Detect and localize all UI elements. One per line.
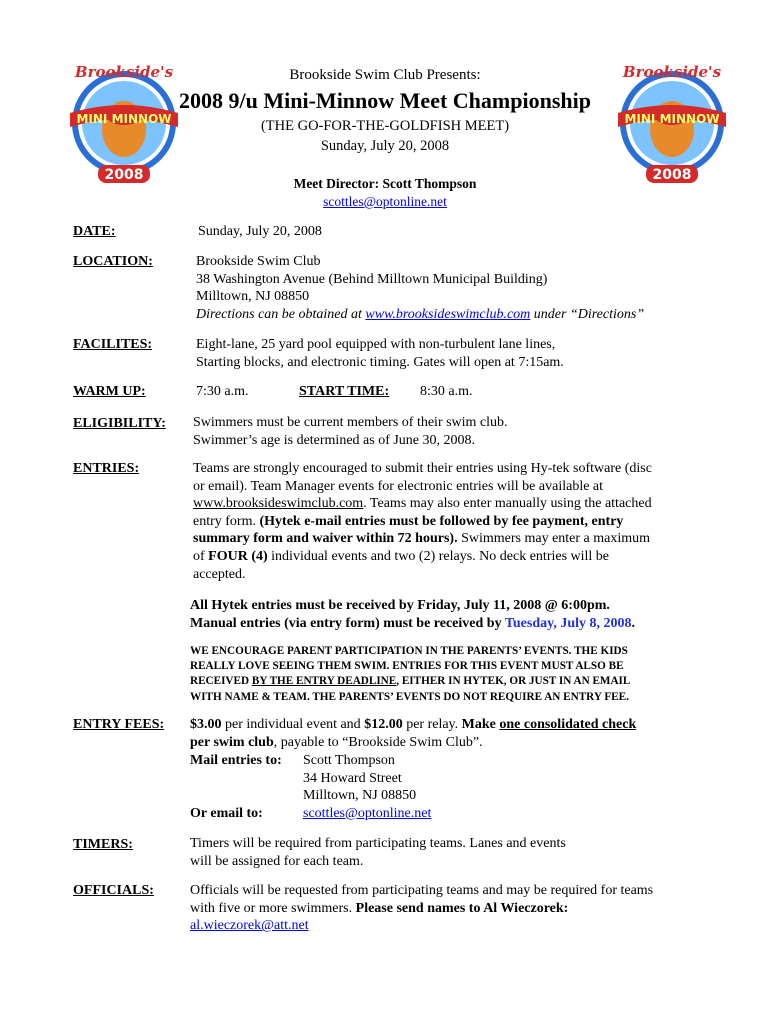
entries-text: individual events and two (2) relays. No deck entries will be: [267, 548, 610, 564]
fees-line: [190, 716, 720, 734]
address-line: Scott Thompson: [303, 753, 395, 768]
eligibility-block: [193, 414, 508, 449]
warmup-value: 7:30 a.m.: [196, 384, 249, 399]
fees-email-link[interactable]: scottles@optonline.net: [303, 805, 432, 821]
website-link[interactable]: www.brooksideswimclub.com: [365, 306, 531, 322]
svg-text:Brookside's: Brookside's: [622, 63, 722, 81]
start-time-value: 8:30 a.m.: [420, 384, 473, 399]
timers-line: will be assigned for each team.: [190, 853, 364, 869]
meet-director: Meet Director: Scott Thompson: [293, 176, 477, 191]
address-line: 34 Howard Street: [303, 770, 402, 786]
location-address: 38 Washington Avenue (Behind Milltown Municipal Building): [196, 271, 548, 287]
entries-line: [193, 513, 713, 531]
facilities-line: Starting blocks, and electronic timing. Gates will open at 7:15am.: [196, 354, 564, 370]
location-block: [196, 253, 644, 323]
entries-text: of: [193, 548, 209, 564]
svg-text:2008: 2008: [652, 167, 692, 183]
facilities-label: FACILITES:: [73, 337, 153, 352]
fees-line: [190, 734, 720, 752]
page-title: 2008 9/u Mini-Minnow Meet Championship: [179, 88, 591, 113]
eligibility-label: ELIGIBILITY:: [73, 416, 166, 431]
entries-line: Teams are strongly encouraged to submit their entries using Hy-tek software (disc: [193, 461, 652, 476]
individual-fee: $3.00: [190, 717, 222, 732]
warmup-label: WARM UP:: [73, 384, 146, 399]
svg-text:MINI MINNOW: MINI MINNOW: [624, 112, 720, 126]
officials-text: with five or more swimmers.: [190, 900, 356, 916]
date-label: DATE:: [73, 224, 116, 239]
timers-line: Timers will be required from participating teams. Lanes and events: [190, 836, 566, 851]
consolidated-check-text: one consolidated check: [499, 717, 637, 732]
email-label: Or email to:: [190, 806, 263, 821]
eligibility-line: Swimmer’s age is determined as of June 30, 2008.: [193, 432, 476, 448]
location-name: Brookside Swim Club: [196, 254, 321, 269]
officials-block: [190, 882, 720, 935]
notice-line: WITH NAME & TEAM. THE PARENTS’ EVENTS DO NOT REQUIRE AN ENTRY FEE.: [190, 690, 629, 703]
location-city: Milltown, NJ 08850: [196, 289, 310, 305]
header-date: Sunday, July 20, 2008: [320, 138, 450, 154]
page-subtitle: (THE GO-FOR-THE-GOLDFISH MEET): [260, 118, 510, 134]
entries-bold-text: (Hytek e-mail entries must be followed by fee payment, entry: [259, 513, 624, 529]
relay-fee: $12.00: [364, 717, 403, 732]
presents-line: Brookside Swim Club Presents:: [289, 67, 481, 83]
entries-line: or email). Team Manager events for electronic entries will be available at: [193, 478, 604, 494]
mail-entries-label: Mail entries to:: [190, 753, 282, 768]
directions-text: Directions can be obtained at: [196, 306, 366, 322]
mail-address: [303, 752, 431, 822]
start-time-label: START TIME:: [299, 384, 390, 399]
address-line: Milltown, NJ 08850: [303, 788, 417, 804]
officials-label: OFFICIALS:: [73, 883, 154, 898]
fees-text: per relay.: [402, 717, 462, 732]
manual-deadline-suffix: .: [631, 615, 636, 631]
entries-text: . Teams may also enter manually using the attached: [363, 496, 652, 512]
director-email-link[interactable]: scottles@optonline.net: [323, 194, 447, 209]
facilities-block: [196, 336, 564, 371]
location-directions: [196, 306, 644, 324]
timers-label: TIMERS:: [73, 837, 133, 852]
fees-text: per individual event and: [221, 717, 365, 732]
entries-line: accepted.: [193, 566, 246, 582]
date-value: Sunday, July 20, 2008: [198, 224, 322, 239]
svg-text:MINI MINNOW: MINI MINNOW: [76, 112, 172, 126]
parent-events-notice: [190, 644, 710, 705]
notice-line: REALLY LOVE SEEING THEM SWIM. ENTRIES FOR THIS EVENT MUST ALSO BE: [190, 660, 624, 673]
fees-bold-text: per swim club: [190, 734, 274, 750]
notice-underlined: BY THE ENTRY DEADLINE: [251, 675, 397, 688]
entries-bold-text: FOUR (4): [208, 548, 268, 564]
officials-line: [190, 900, 720, 918]
fees-text: , payable to “Brookside Swim Club”.: [273, 734, 483, 750]
entries-block: [193, 460, 713, 583]
entries-bold-text: summary form and waiver within 72 hours).: [193, 531, 458, 547]
fees-bold-text: Make: [461, 717, 500, 732]
entries-text: Swimmers may enter a maximum: [457, 531, 651, 547]
hytek-deadline: All Hytek entries must be received by Friday, July 11, 2008 @ 6:00pm.: [190, 598, 610, 613]
notice-line: WE ENCOURAGE PARENT PARTICIPATION IN THE PARENTS’ EVENTS. THE KIDS: [190, 645, 628, 657]
manual-deadline-text: Manual entries (via entry form) must be received by: [190, 615, 505, 631]
svg-text:2008: 2008: [104, 167, 144, 183]
manual-deadline-date: Tuesday, July 8, 2008: [504, 615, 632, 631]
officials-line: Officials will be requested from participating teams and may be required for teams: [190, 883, 654, 898]
eligibility-line: Swimmers must be current members of their swim club.: [193, 415, 508, 430]
entries-label: ENTRIES:: [73, 461, 140, 476]
notice-text: RECEIVED: [190, 675, 252, 688]
entry-deadlines: [190, 597, 635, 632]
fees-block: [190, 716, 720, 751]
notice-line: [190, 674, 710, 689]
officials-email-link[interactable]: al.wieczorek@att.net: [190, 918, 309, 934]
officials-bold-text: Please send names to Al Wieczorek:: [355, 900, 569, 916]
entries-text: entry form.: [193, 513, 260, 529]
location-label: LOCATION:: [73, 254, 153, 269]
notice-text: , EITHER IN HYTEK, OR JUST IN AN EMAIL: [396, 675, 631, 688]
timers-block: [190, 835, 566, 870]
entries-line: [193, 495, 713, 513]
entry-fees-label: ENTRY FEES:: [73, 717, 165, 732]
entries-line: [193, 548, 713, 566]
facilities-line: Eight-lane, 25 yard pool equipped with non-turbulent lane lines,: [196, 337, 556, 352]
directions-suffix: under “Directions”: [530, 306, 645, 322]
entries-line: [193, 530, 713, 548]
website-link[interactable]: www.brooksideswimclub.com: [193, 496, 364, 512]
manual-deadline: [190, 615, 635, 633]
svg-text:Brookside's: Brookside's: [74, 63, 174, 81]
